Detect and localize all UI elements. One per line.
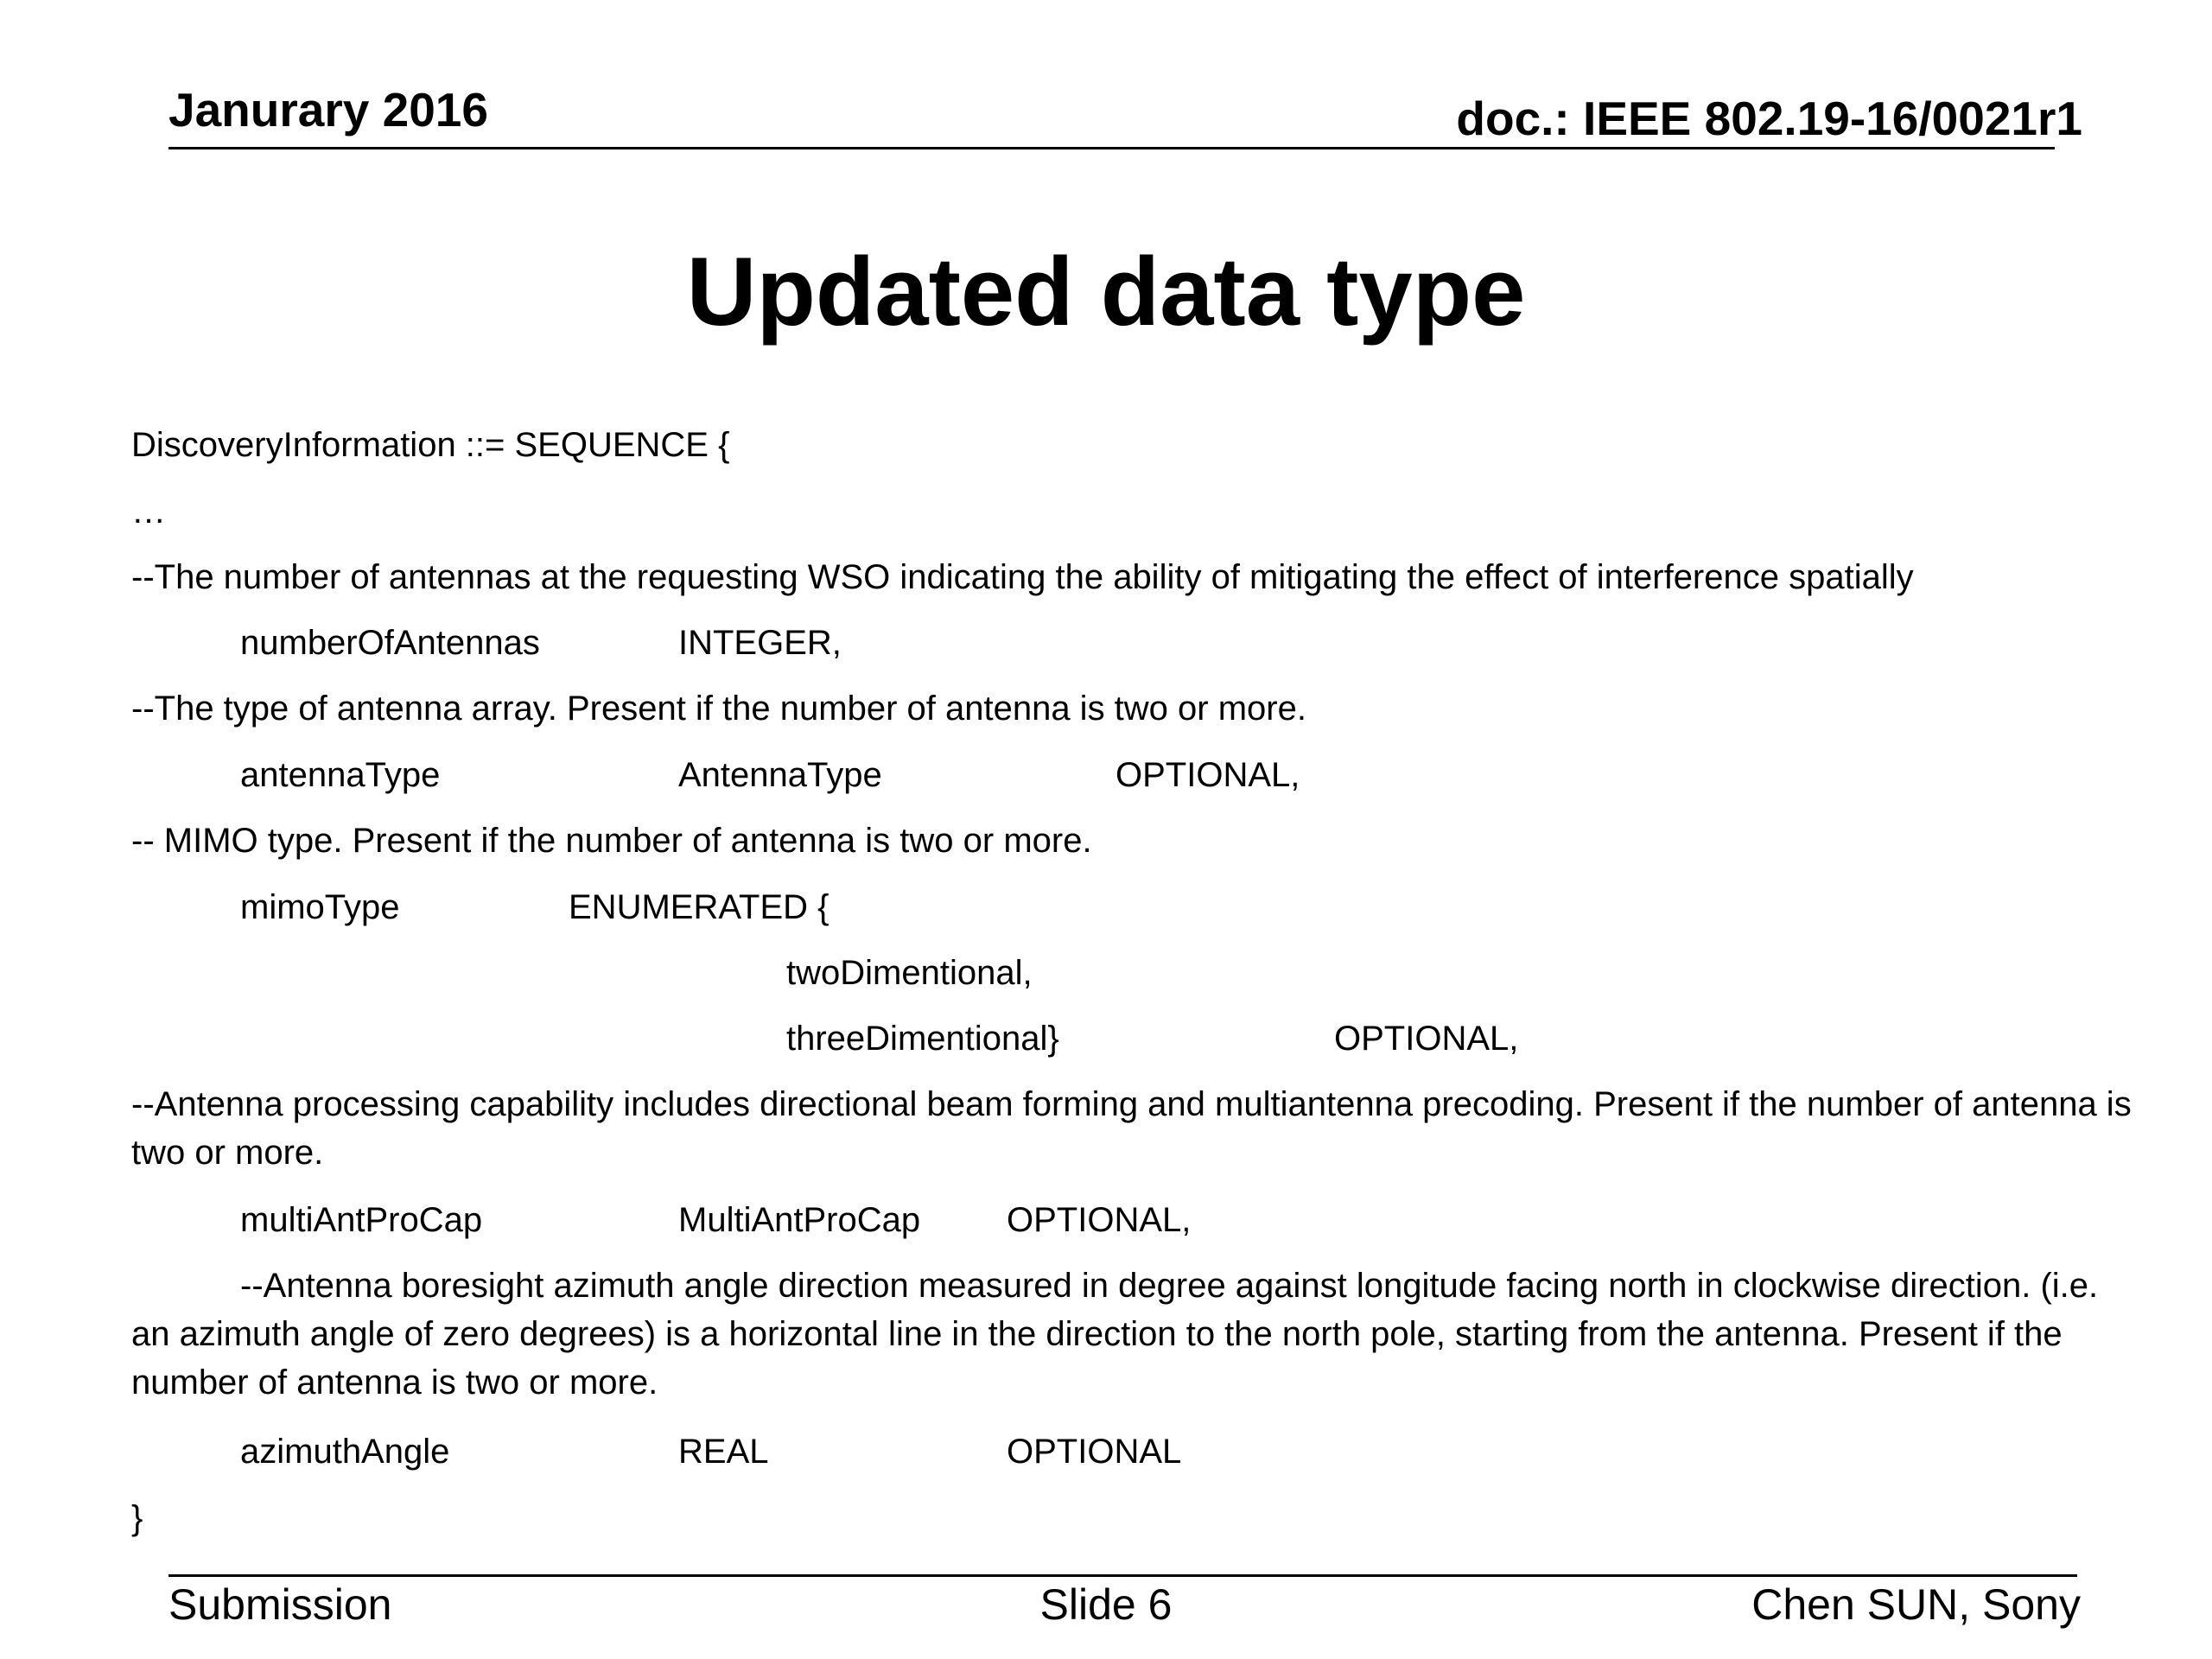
footer-divider — [168, 1574, 2077, 1577]
comment-azimuth-angle: --Antenna boresight azimuth angle direction measured in degree against longitude facing north in clockwise direction. (i.e. an azimuth angle of zero degrees) is a horizontal line in the direction to the north pole, starting from the antenna. Present if the number of antenna is two or more. — [131, 1267, 2099, 1402]
field-name-antenna-type: antennaType — [240, 756, 441, 794]
field-type-number-of-antennas: INTEGER, — [678, 624, 842, 662]
comment-antenna-type: --The type of antenna array. Present if the number of antenna is two or more. — [131, 690, 1306, 728]
comment-processing-capability: --Antenna processing capability includes directional beam forming and multiantenna precoding. Present if the number of antenna is two or more. — [131, 1085, 2132, 1172]
field-name-azimuth-angle: azimuthAngle — [240, 1433, 450, 1471]
header-date: Janurary 2016 — [168, 83, 488, 137]
field-type-antenna-type: AntennaType — [678, 756, 882, 794]
footer-slide-number: Slide 6 — [1039, 1580, 1173, 1629]
field-name-number-of-antennas: numberOfAntennas — [240, 624, 540, 662]
footer-submission: Submission — [168, 1580, 392, 1629]
enum-value-three-dimentional: threeDimentional} — [786, 1020, 1059, 1058]
footer-author: Chen SUN, Sony — [1751, 1580, 2081, 1629]
ellipsis: … — [131, 493, 166, 531]
field-optional-mimo-type: OPTIONAL, — [1334, 1020, 1519, 1058]
comment-mimo-type: -- MIMO type. Present if the number of antenna is two or more. — [131, 822, 1092, 860]
field-type-mimo-type: ENUMERATED { — [569, 888, 830, 926]
header-doc-id: doc.: IEEE 802.19-16/0021r1 — [1456, 92, 2082, 145]
field-type-azimuth-angle: REAL — [678, 1433, 769, 1471]
slide-title: Updated data type — [686, 238, 1526, 346]
field-type-multi-ant-pro-cap: MultiAntProCap — [678, 1201, 921, 1239]
field-name-mimo-type: mimoType — [240, 888, 400, 926]
sequence-open: DiscoveryInformation ::= SEQUENCE { — [131, 426, 730, 464]
field-name-multi-ant-pro-cap: multiAntProCap — [240, 1201, 483, 1239]
field-optional-antenna-type: OPTIONAL, — [1116, 756, 1300, 794]
header-divider — [168, 147, 2055, 149]
comment-number-of-antennas: --The number of antennas at the requesting WSO indicating the ability of mitigating the effect of interference spatially — [131, 558, 1914, 596]
enum-value-two-dimentional: twoDimentional, — [786, 954, 1033, 992]
field-optional-multi-ant-pro-cap: OPTIONAL, — [1007, 1201, 1192, 1239]
sequence-close: } — [131, 1499, 143, 1537]
field-optional-azimuth-angle: OPTIONAL — [1007, 1433, 1182, 1471]
